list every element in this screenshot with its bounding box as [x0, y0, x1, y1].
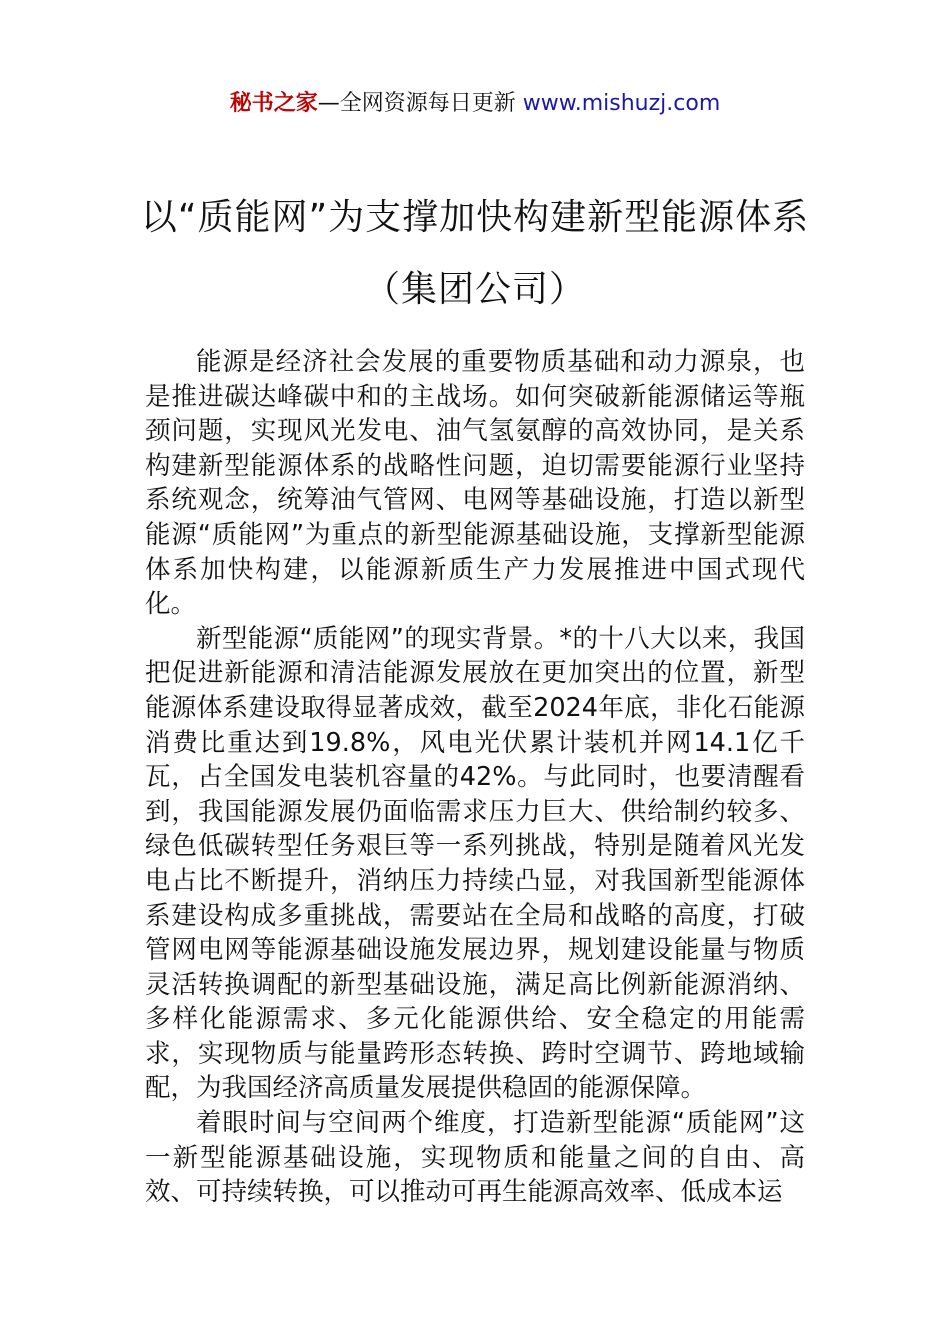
document-title: 以“质能网”为支撑加快构建新型能源体系（集团公司） [140, 197, 810, 310]
document-body [145, 345, 805, 1210]
paragraph-dimensions: 着眼时间与空间两个维度，打造新型能源“质能网”这一新型能源基础设施，实现物质和能量之间的自由、高效、可持续转换，可以推动可再生能源高效率、低成本运 [145, 1108, 805, 1208]
site-url-link[interactable]: www.mishuzj.com [522, 91, 721, 116]
paragraph-intro: 能源是经济社会发展的重要物质基础和动力源泉，也是推进碳达峰碳中和的主战场。如何突破新能源储运等瓶颈问题，实现风光发电、油气氢氨醇的高效协同，是关系构建新型能源体系的战略性问题，迫切需要能源行业坚持系统观念，统筹油气管网、电网等基础设施，打造以新型能源“质能网”为重点的新型能源基础设施，支撑新型能源体系加快构建，以能源新质生产力发展推进中国式现代化。 [145, 347, 805, 620]
site-header [0, 88, 950, 120]
site-brand: 秘书之家 [229, 91, 318, 116]
site-tagline: —全网资源每日更新 [317, 91, 516, 116]
paragraph-background: 新型能源“质能网”的现实背景。*的十八大以来，我国把促进新能源和清洁能源发展放在更加突出的位置，新型能源体系建设取得显著成效，截至2024年底，非化石能源消费比重达到19.8%，风电光伏累计装机并网14.1亿千瓦，占全国发电装机容量的42%。与此同时，也要清醒看到，我国能源发展仍面临需求压力巨大、供给制约较多、绿色低碳转型任务艰巨等一系列挑战，特别是随着风光发电占比不断提升，消纳压力持续凸显，对我国新型能源体系建设构成多重挑战，需要站在全局和战略的高度，打破管网电网等能源基础设施发展边界，规划建设能量与物质灵活转换调配的新型基础设施，满足高比例新能源消纳、多样化能源需求、多元化能源供给、安全稳定的用能需求，实现物质与能量跨形态转换、跨时空调节、跨地域输配，为我国经济高质量发展提供稳固的能源保障。 [145, 623, 805, 1104]
